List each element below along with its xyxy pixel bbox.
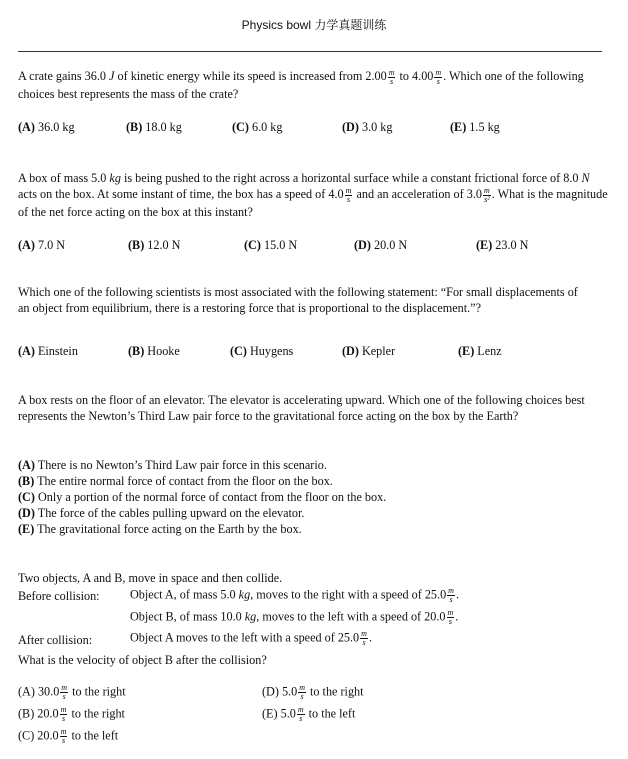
choice-1d[interactable]: (D) 3.0 kg	[342, 120, 393, 134]
choice-3b[interactable]: (B) Hooke	[128, 344, 180, 358]
choice-3d[interactable]: (D) Kepler	[342, 344, 396, 358]
choice-1c[interactable]: (C) 6.0 kg	[232, 120, 283, 134]
choice-5e[interactable]: (E) 5.0 $\frac{m}{s}$ to the left	[262, 705, 356, 723]
choice-2b[interactable]: (B) 12.0 N	[128, 238, 181, 252]
choice-4e[interactable]: (E) The gravitational force acting on the Earth by the box.	[18, 522, 302, 536]
fraction-m-per-s: $\frac{m}{s}$	[435, 67, 442, 86]
page-header: Physics bowl 力学真题训练	[241, 18, 387, 32]
fraction-m-per-s: $\frac{m}{s}$	[361, 629, 367, 647]
before-collision-a: Object A, of mass 5.0 kg, moves to the right with a speed of 25.0 $\frac{m}{s}$ .	[130, 586, 459, 604]
after-collision-label: After collision:	[18, 633, 93, 647]
choice-4c[interactable]: (C) Only a portion of the normal force of contact from the floor on the box.	[18, 490, 387, 504]
fraction-m-per-s: $\frac{m}{s}$	[345, 185, 352, 204]
choice-5a[interactable]: (A) 30.0 $\frac{m}{s}$ to the right	[18, 683, 126, 701]
choice-1e[interactable]: (E) 1.5 kg	[450, 120, 500, 134]
question-4-choices	[18, 457, 386, 537]
choice-1b[interactable]: (B) 18.0 kg	[126, 120, 182, 134]
question-5-intro: Two objects, A and B, move in space and then collide.	[18, 571, 283, 585]
question-4-text: A box rests on the floor of an elevator. The elevator is accelerating upward. Which one of the following choices best represents the Newton’s Third Law pair force to the gravitational force acting on the box by the Earth?	[18, 393, 585, 423]
before-collision-b: Object B, of mass 10.0 kg, moves to the left with a speed of 20.0 $\frac{m}{s}$ .	[130, 608, 459, 626]
question-1-choices	[18, 120, 608, 136]
choice-4d[interactable]: (D) The force of the cables pulling upward on the elevator.	[18, 506, 305, 520]
before-collision-label: Before collision:	[18, 589, 100, 603]
choice-5d[interactable]: (D) 5.0 $\frac{m}{s}$ to the right	[262, 683, 364, 701]
fraction-m-per-s: $\frac{m}{s}$	[448, 586, 454, 604]
choice-2d[interactable]: (D) 20.0 N	[354, 238, 408, 252]
fraction-m-per-s: $\frac{m}{s}$	[447, 608, 454, 626]
choice-2a[interactable]: (A) 7.0 N	[18, 238, 66, 252]
question-3-choices	[18, 344, 608, 360]
question-2-text: A box of mass 5.0 kg is being pushed to the right across a horizontal surface while a constant frictional force of 8.0 N acts on the box. At some instant of time, the box has a speed of 4.0 $\frac{m}{s}$ and an acceleration of 3.0 $\frac{m}{\text{s²}}$ . What is the magnitude of the net force acting on the box at this instant?	[18, 171, 608, 219]
question-1-text: A crate gains 36.0 J of kinetic energy while its speed is increased from 2.00 $\frac{m}{s}$ to 4.00 $\frac{m}{s}$ . Which one of the following choices best represents the mass of the crate?	[18, 67, 584, 101]
choice-4a[interactable]: (A) There is no Newton’s Third Law pair force in this scenario.	[18, 458, 327, 472]
fraction-m-per-s2: $\frac{m}{\text{s²}}$	[484, 185, 490, 204]
choice-3a[interactable]: (A) Einstein	[18, 344, 78, 358]
question-5-text: What is the velocity of object B after the collision?	[18, 653, 267, 667]
choice-5c[interactable]: (C) 20.0 $\frac{m}{s}$ to the left	[18, 727, 119, 745]
question-3-text: Which one of the following scientists is most associated with the following statement: “For small displacements of an object from equilibrium, there is a restoring force that is proportional to the displacement.”?	[18, 285, 578, 315]
choice-1a[interactable]: (A) 36.0 kg	[18, 120, 75, 134]
question-2-choices	[18, 238, 608, 254]
choice-4b[interactable]: (B) The entire normal force of contact from the floor on the box.	[18, 474, 333, 488]
header-rule	[18, 51, 602, 52]
choice-3e[interactable]: (E) Lenz	[458, 344, 502, 358]
after-collision-a: Object A moves to the left with a speed of 25.0 $\frac{m}{s}$ .	[130, 629, 372, 647]
fraction-m-per-s: $\frac{m}{s}$	[388, 67, 395, 86]
choice-2c[interactable]: (C) 15.0 N	[244, 238, 298, 252]
choice-2e[interactable]: (E) 23.0 N	[476, 238, 529, 252]
choice-3c[interactable]: (C) Huygens	[230, 344, 294, 358]
choice-5b[interactable]: (B) 20.0 $\frac{m}{s}$ to the right	[18, 705, 125, 723]
